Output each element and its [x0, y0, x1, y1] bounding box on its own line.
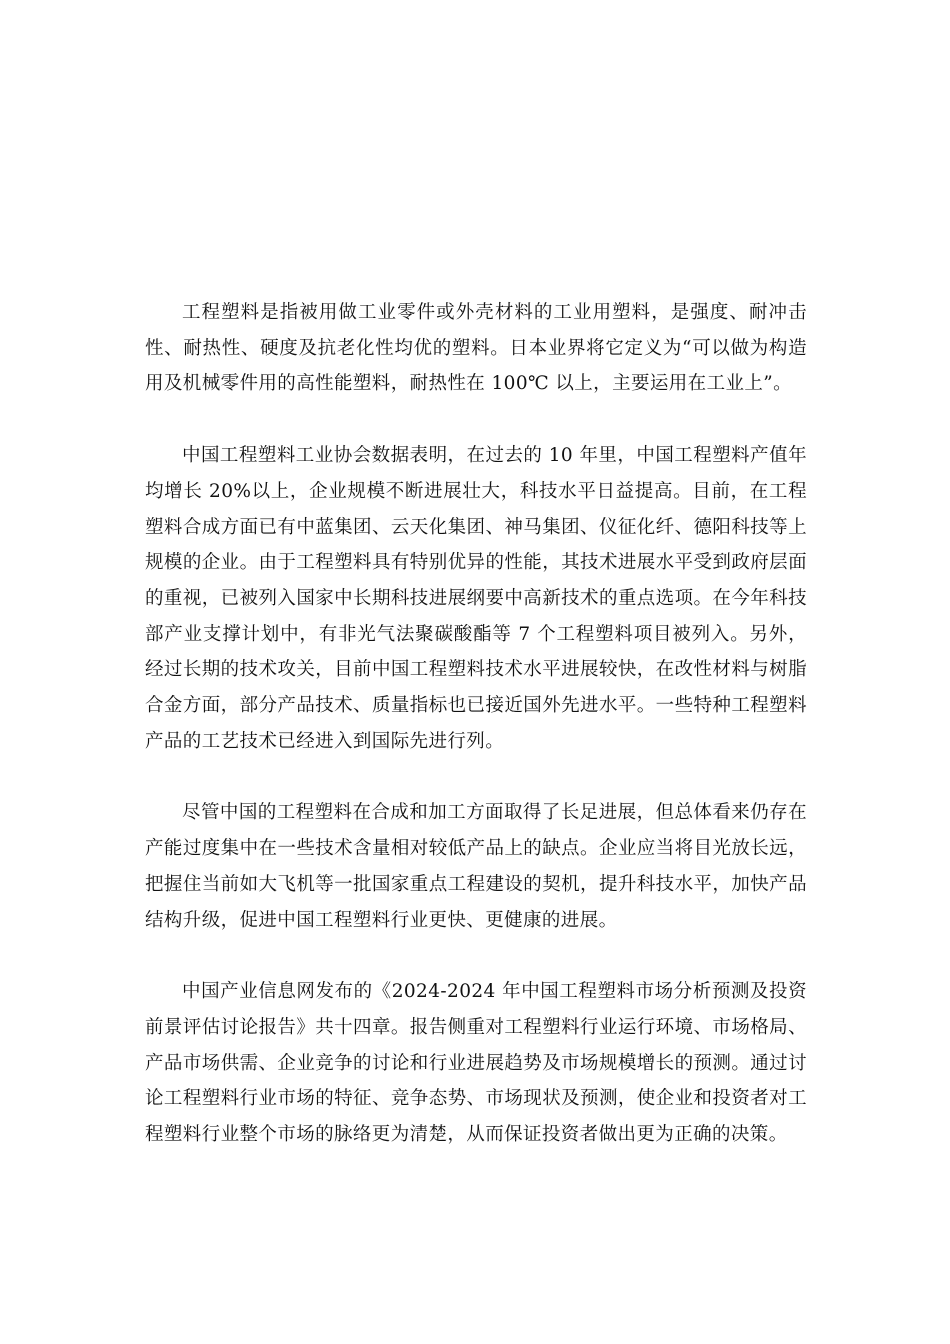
paragraph-industry-challenges: 尽管中国的工程塑料在合成和加工方面取得了长足进展，但总体看来仍存在产能过度集中在一些技术含量相对较低产品上的缺点。企业应当将目光放长远，把握住当前如大飞机等一批国家重点工程建设的契机，提升科技水平，加快产品结构升级，促进中国工程塑料行业更快、更健康的进展。: [145, 802, 807, 931]
paragraph-industry-growth: 中国工程塑料工业协会数据表明，在过去的 10 年里，中国工程塑料产值年均增长 20%以上，企业规模不断进展壮大，科技水平日益提高。目前，在工程塑料合成方面已有中蓝集团、云天化集团、神马集团、仪征化纤、德阳科技等上规模的企业。由于工程塑料具有特别优异的性能，其技术进展水平受到政府层面的重视，已被列入国家中长期科技进展纲要中高新技术的重点选项。在今年科技部产业支撑计划中，有非光气法聚碳酸酯等 7 个工程塑料项目被列入。另外，经过长期的技术攻关，目前中国工程塑料技术水平进展较快，在改性材料与树脂合金方面，部分产品技术、质量指标也已接近国外先进水平。一些特种工程塑料产品的工艺技术已经进入到国际先进行列。: [145, 445, 807, 752]
document-body: [145, 295, 807, 1153]
paragraph-engineering-plastics-definition: 工程塑料是指被用做工业零件或外壳材料的工业用塑料，是强度、耐冲击性、耐热性、硬度及抗老化性均优的塑料。日本业界将它定义为“可以做为构造用及机械零件用的高性能塑料，耐热性在 100℃ 以上，主要运用在工业上”。: [145, 302, 807, 395]
paragraph-report-overview: 中国产业信息网发布的《2024-2024 年中国工程塑料市场分析预测及投资前景评估讨论报告》共十四章。报告侧重对工程塑料行业运行环境、市场格局、产品市场供需、企业竞争的讨论和行业进展趋势及市场规模增长的预测。通过讨论工程塑料行业市场的特征、竞争态势、市场现状及预测，使企业和投资者对工程塑料行业整个市场的脉络更为清楚，从而保证投资者做出更为正确的决策。: [145, 981, 807, 1146]
